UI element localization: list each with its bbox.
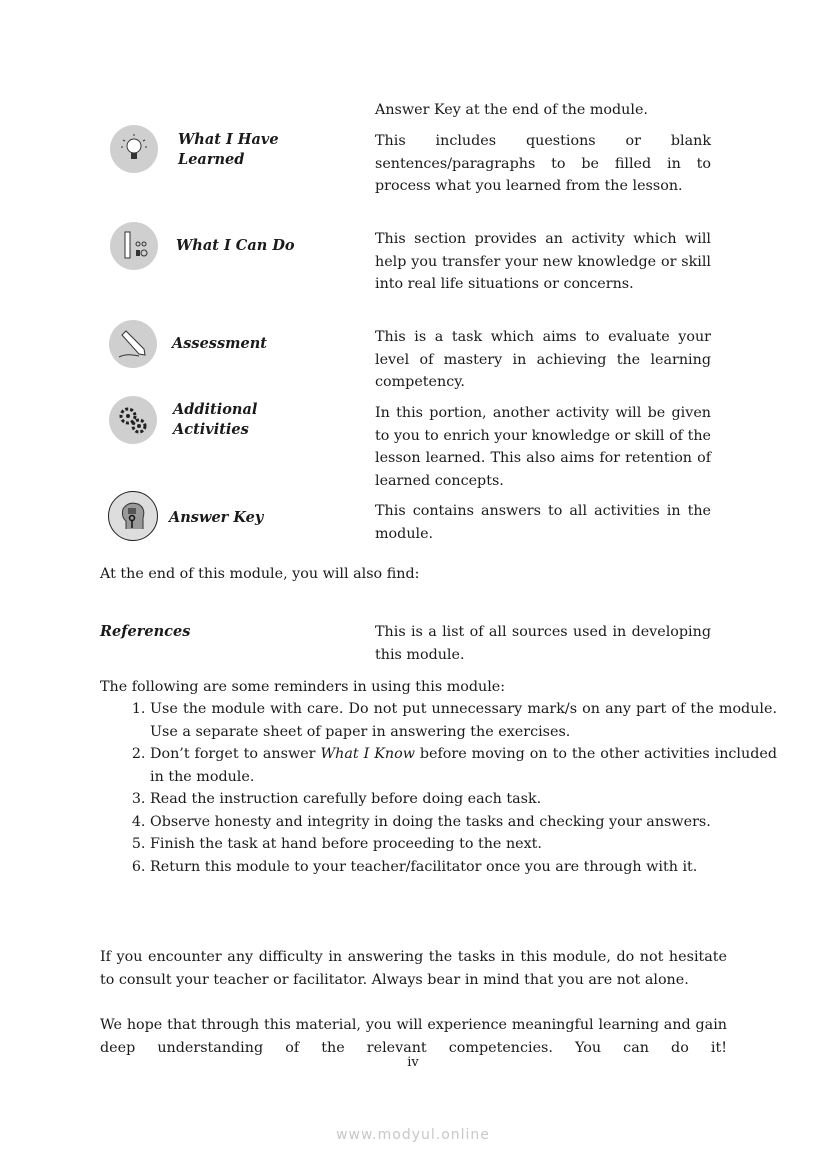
intro-line: Answer Key at the end of the module. bbox=[375, 102, 648, 118]
section-label-answer-key: Answer Key bbox=[169, 509, 264, 526]
list-item: 6. Return this module to your teacher/facilitator once you are through with it. bbox=[150, 856, 777, 879]
pencil-icon bbox=[109, 320, 157, 368]
section-desc: This includes questions or blank sentences/paragraphs to be filled in to process what you learned from the lesson. bbox=[375, 133, 711, 194]
references-desc: This is a list of all sources used in developing this module. bbox=[375, 624, 711, 663]
list-item: 1. Use the module with care. Do not put unnecessary mark/s on any part of the module. Use a separate sheet of paper in answering the exercises. bbox=[150, 698, 777, 743]
section-desc: This is a task which aims to evaluate your level of mastery in achieving the learning competency. bbox=[375, 329, 711, 390]
section-desc: This contains answers to all activities in the module. bbox=[375, 503, 711, 542]
section-desc: In this portion, another activity will be given to you to enrich your knowledge or skill of the lesson learned. This also aims for retention of learned concepts. bbox=[375, 405, 711, 489]
references-label: References bbox=[100, 623, 191, 640]
key-head-icon bbox=[108, 491, 158, 541]
closing-paragraph-1: If you encounter any difficulty in answering the tasks in this module, do not hesitate to consult your teacher or facilitator. Always bear in mind that you are not alone. bbox=[100, 949, 727, 988]
list-item: 4. Observe honesty and integrity in doing the tasks and checking your answers. bbox=[150, 811, 777, 834]
page-number: iv bbox=[407, 1055, 419, 1070]
list-item: 3. Read the instruction carefully before doing each task. bbox=[150, 788, 777, 811]
section-desc: This section provides an activity which will help you transfer your new knowledge or skill into real life situations or concerns. bbox=[375, 231, 711, 292]
end-intro: At the end of this module, you will also find: bbox=[100, 566, 420, 582]
list-item: 2. Don’t forget to answer What I Know before moving on to the other activities included in the module. bbox=[150, 743, 777, 788]
reminders-list bbox=[100, 698, 777, 878]
reminders-intro: The following are some reminders in using this module: bbox=[100, 679, 506, 695]
section-label-what-i-have-learned: What I Have Learned bbox=[178, 131, 279, 168]
closing-paragraph-2: We hope that through this material, you will experience meaningful learning and gain deep understanding of the relevant competencies. You can do it! bbox=[100, 1017, 727, 1056]
section-label-additional-activities: Additional Activities bbox=[173, 401, 258, 438]
tools-icon bbox=[110, 222, 158, 270]
list-item: 5. Finish the task at hand before proceeding to the next. bbox=[150, 833, 777, 856]
section-label-what-i-can-do: What I Can Do bbox=[176, 237, 295, 254]
section-label-assessment: Assessment bbox=[172, 335, 267, 352]
lightbulb-icon bbox=[110, 125, 158, 173]
watermark: www.modyul.online bbox=[336, 1127, 490, 1143]
gears-icon bbox=[109, 396, 157, 444]
